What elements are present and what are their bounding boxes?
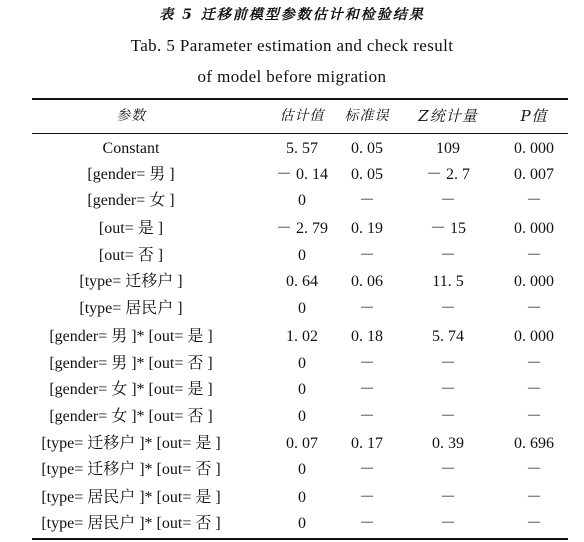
parameter-cell: Constant xyxy=(102,140,160,157)
parameter-cell: [type= 居民户 ]* [out= 否 ] xyxy=(41,515,221,532)
estimate-cell: 0. 64 xyxy=(286,273,318,290)
standard-error-cell: － xyxy=(358,381,375,398)
table-title-english-line-1: Tab. 5 Parameter estimation and check result xyxy=(130,36,454,55)
p-value-cell: 0. 000 xyxy=(514,273,554,290)
standard-error-cell: － xyxy=(358,515,375,532)
p-value-cell: － xyxy=(525,381,542,398)
parameter-cell: [gender= 女 ]* [out= 否 ] xyxy=(49,408,213,425)
standard-error-cell: － xyxy=(358,408,375,425)
estimate-cell: 0 xyxy=(298,408,306,425)
table-row xyxy=(0,431,584,457)
table-row xyxy=(0,296,584,322)
z-statistic-cell: － 2. 7 xyxy=(425,166,470,183)
standard-error-cell: － xyxy=(358,192,375,209)
parameter-cell: [gender= 男 ]* [out= 是 ] xyxy=(49,328,213,345)
standard-error-cell: 0. 18 xyxy=(351,328,383,345)
standard-error-cell: 0. 17 xyxy=(351,435,383,452)
table-row xyxy=(0,162,584,188)
table-row xyxy=(0,243,584,269)
standard-error-cell: 0. 19 xyxy=(351,220,383,237)
p-value-cell: 0. 000 xyxy=(514,140,554,157)
estimate-cell: 0 xyxy=(298,247,306,264)
table-title-chinese: 表 5 迁移前模型参数估计和检验结果 xyxy=(159,7,425,23)
z-statistic-cell: － xyxy=(439,461,456,478)
parameter-cell: [type= 迁移户 ]* [out= 否 ] xyxy=(41,461,221,478)
standard-error-cell: － xyxy=(358,355,375,372)
table-row xyxy=(0,324,584,350)
table-row xyxy=(0,511,584,537)
z-statistic-cell: － xyxy=(439,247,456,264)
parameter-cell: [out= 否 ] xyxy=(98,247,164,264)
p-value-cell: 0. 000 xyxy=(514,328,554,345)
table-header-rule xyxy=(32,133,568,134)
parameter-cell: [gender= 男 ]* [out= 否 ] xyxy=(49,355,213,372)
p-value-cell: － xyxy=(525,355,542,372)
estimate-cell: 0 xyxy=(298,355,306,372)
z-statistic-cell: 0. 39 xyxy=(432,435,464,452)
header-parameter: 参数 xyxy=(116,108,146,124)
p-value-cell: － xyxy=(525,192,542,209)
p-value-cell: － xyxy=(525,247,542,264)
parameter-cell: [gender= 男 ] xyxy=(87,166,175,183)
table-row xyxy=(0,216,584,242)
z-statistic-cell: 5. 74 xyxy=(432,328,464,345)
z-statistic-cell: － xyxy=(439,515,456,532)
estimate-cell: 0. 07 xyxy=(286,435,318,452)
z-statistic-cell: － 15 xyxy=(429,220,466,237)
table-row xyxy=(0,188,584,214)
p-value-cell: 0. 696 xyxy=(514,435,554,452)
parameter-cell: [gender= 女 ]* [out= 是 ] xyxy=(49,381,213,398)
table-row xyxy=(0,269,584,295)
p-value-cell: － xyxy=(525,408,542,425)
parameter-cell: [out= 是 ] xyxy=(98,220,164,237)
table-title-english-line-2: of model before migration xyxy=(197,67,387,86)
parameter-cell: [gender= 女 ] xyxy=(87,192,175,209)
z-statistic-cell: － xyxy=(439,300,456,317)
parameter-cell: [type= 居民户 ] xyxy=(79,300,183,317)
p-value-cell: 0. 000 xyxy=(514,220,554,237)
table-row xyxy=(0,485,584,511)
p-value-cell: 0. 007 xyxy=(514,166,554,183)
estimate-cell: 5. 57 xyxy=(286,140,318,157)
estimate-cell: 0 xyxy=(298,515,306,532)
p-value-cell: － xyxy=(525,489,542,506)
estimate-cell: 1. 02 xyxy=(286,328,318,345)
estimate-cell: 0 xyxy=(298,300,306,317)
table-row xyxy=(0,457,584,483)
z-statistic-cell: － xyxy=(439,489,456,506)
parameter-cell: [type= 迁移户 ] xyxy=(79,273,183,290)
table-row xyxy=(0,136,584,162)
header-standard-error: 标准误 xyxy=(344,108,390,124)
z-statistic-cell: － xyxy=(439,192,456,209)
standard-error-cell: 0. 05 xyxy=(351,166,383,183)
table-bottom-rule xyxy=(32,538,568,540)
header-estimate: 估计值 xyxy=(279,108,325,124)
z-statistic-cell: － xyxy=(439,355,456,372)
estimate-cell: 0 xyxy=(298,192,306,209)
estimate-cell: － 0. 14 xyxy=(275,166,328,183)
z-statistic-cell: － xyxy=(439,381,456,398)
table-top-rule xyxy=(32,98,568,100)
p-value-cell: － xyxy=(525,300,542,317)
z-statistic-cell: 11. 5 xyxy=(432,273,464,290)
estimate-cell: － 2. 79 xyxy=(275,220,328,237)
z-statistic-cell: 109 xyxy=(436,140,460,157)
z-statistic-cell: － xyxy=(439,408,456,425)
estimate-cell: 0 xyxy=(298,489,306,506)
estimate-cell: 0 xyxy=(298,461,306,478)
table-row xyxy=(0,404,584,430)
table-row xyxy=(0,377,584,403)
parameter-cell: [type= 迁移户 ]* [out= 是 ] xyxy=(41,435,221,452)
standard-error-cell: － xyxy=(358,489,375,506)
standard-error-cell: 0. 06 xyxy=(351,273,383,290)
standard-error-cell: － xyxy=(358,300,375,317)
p-value-cell: － xyxy=(525,461,542,478)
standard-error-cell: － xyxy=(358,247,375,264)
parameter-cell: [type= 居民户 ]* [out= 是 ] xyxy=(41,489,221,506)
table-row xyxy=(0,351,584,377)
standard-error-cell: － xyxy=(358,461,375,478)
table-header-row xyxy=(0,103,584,129)
header-p-value: P值 xyxy=(520,107,548,125)
p-value-cell: － xyxy=(525,515,542,532)
standard-error-cell: 0. 05 xyxy=(351,140,383,157)
estimate-cell: 0 xyxy=(298,381,306,398)
header-z-statistic: Z统计量 xyxy=(418,107,478,125)
